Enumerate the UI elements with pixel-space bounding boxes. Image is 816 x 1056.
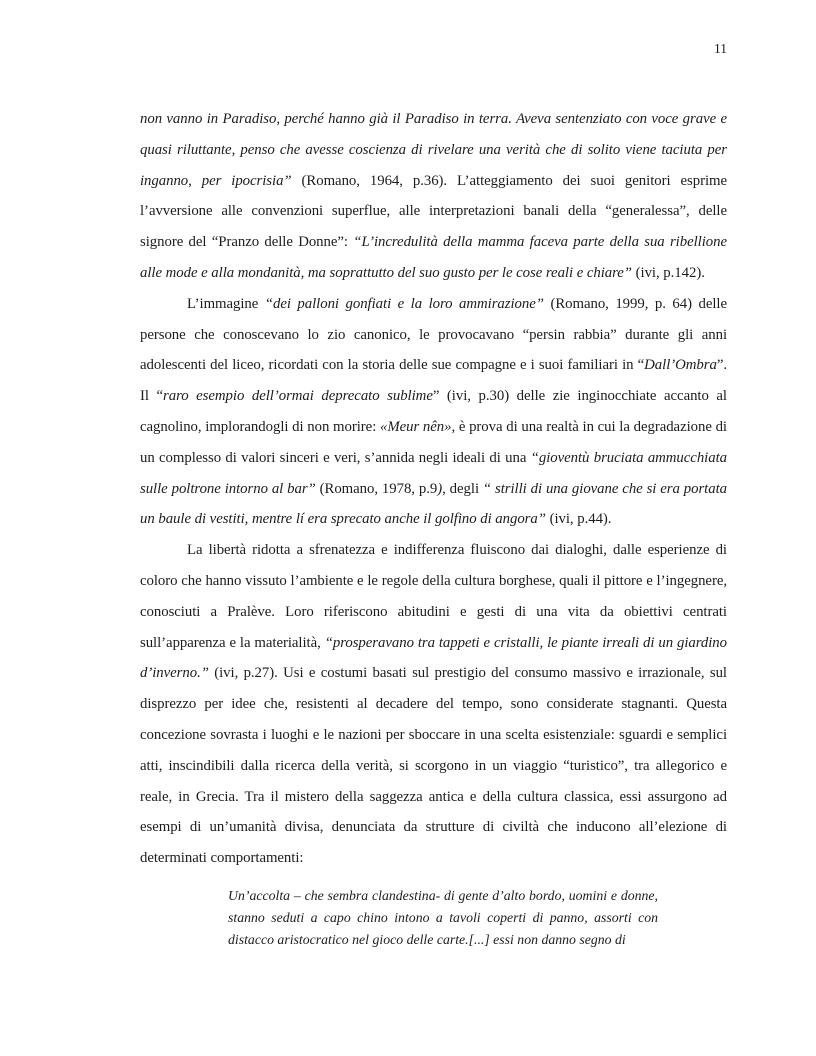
text-segment: La libertà ridotta a sfrenatezza e indifferenza fluiscono dai dialoghi, dalle esperienze di coloro che hanno vissuto l’ambiente e le regole della cultura borghese, quali il pittore e l’ingegnere, conosciuti a Pralève. Loro riferiscono abitudini e gesti di una vita da obiettivi centrati sull’apparenza e la materialità, bbox=[140, 542, 727, 651]
text-segment: non vanno in Paradiso, perché hanno già il Paradiso in terra. Aveva sentenziato con voce grave e quasi riluttante, penso che avesse coscienza di rivelare una verità che di solito viene taciuta per inganno, per ipocrisia” bbox=[140, 111, 727, 189]
text-segment: Un’accolta – che sembra clandestina- di gente d’alto bordo, uomini e donne, stanno seduti a capo chino intono a tavoli coperti di panno, assorti con distacco aristocratico nel gioco delle carte.[...] essi non danno segno di bbox=[228, 887, 658, 947]
text-segment: (Romano, 1999, p. 64) delle persone che conoscevano lo zio canonico, le provocavano “persin rabbia” durante gli anni adolescenti del liceo, ricordati con la storia delle sue compagne e i suoi familiari in “ bbox=[140, 295, 727, 374]
text-segment: (Romano, 1978, p.9 bbox=[315, 480, 438, 497]
text-segment: ” (ivi, p.30) delle zie inginocchiate accanto al cagnolino, implorandogli di non morire: bbox=[140, 388, 727, 435]
text-segment: L’immagine bbox=[187, 295, 265, 312]
text-segment: (ivi, p.44). bbox=[545, 511, 612, 528]
blockquote bbox=[228, 885, 658, 951]
text-segment: (ivi, p.27). Usi e costumi basati sul prestigio del consumo massivo e irrazionale, sul disprezzo per idee che, resistenti al decadere del tempo, sono considerate stagnanti. Questa concezione sovrasta i luoghi e le nazioni per sboccare in una scelta esistenziale: sguardi e semplici atti, inscindibili dalla ricerca della verità, si scorgono in un viaggio “turistico”, tra allegorico e reale, in Grecia. Tra il mistero della saggezza antica e della cultura classica, essi assurgono ad esempi di un’umanità divisa, denunciata da strutture di civiltà che inducono all’elezione di determinati comportamenti: bbox=[140, 665, 727, 867]
text-segment: , è prova di una realtà in cui la degradazione di un complesso di valori sinceri e veri, s’annida negli ideali di una bbox=[140, 418, 727, 466]
page-number: 11 bbox=[714, 41, 727, 56]
text-segment: “dei palloni gonfiati e la loro ammirazione” bbox=[264, 295, 544, 312]
text-segment: “ strilli di una giovane che si era portata un baule di vestiti, mentre lí era sprecato anche il golfino di angora” bbox=[140, 480, 727, 528]
text-segment: ”. Il “ bbox=[140, 357, 727, 405]
text-segment: “prosperavano tra tappeti e cristalli, le piante irreali di un giardino d’inverno.” bbox=[140, 634, 727, 682]
text-segment: “L’incredulità della mamma faceva parte della sua ribellione alle mode e alla mondanità, ma soprattutto del suo gusto per le cose reali e chiare” bbox=[140, 234, 727, 281]
paragraph-1 bbox=[140, 104, 727, 289]
text-segment: (ivi, p.142). bbox=[632, 264, 705, 281]
text-segment: raro esempio dell’ormai deprecato sublime bbox=[163, 388, 433, 405]
body-text bbox=[140, 104, 727, 951]
text-segment: , degli bbox=[442, 480, 483, 497]
paragraph-3 bbox=[140, 535, 727, 874]
paragraph-2 bbox=[140, 289, 727, 535]
text-segment: “gioventù bruciata ammucchiata sulle poltrone intorno al bar” bbox=[140, 449, 727, 497]
text-segment: Dall’Ombra bbox=[644, 357, 717, 374]
text-segment: ) bbox=[437, 480, 443, 497]
text-segment: (Romano, 1964, p.36). L’atteggiamento dei suoi genitori esprime l’avversione alle convenzioni superflue, alle interpretazioni banali della “generalessa”, delle signore del “Pranzo delle Donne”: bbox=[140, 172, 727, 251]
text-segment: «Meur nên» bbox=[379, 418, 452, 435]
